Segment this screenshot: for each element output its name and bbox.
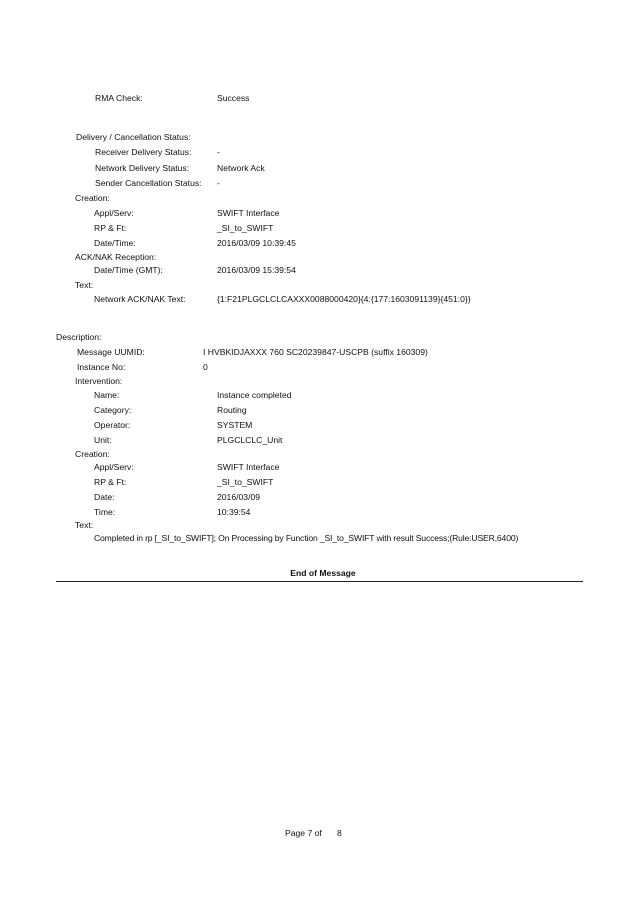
date-time-value-1: 2016/03/09 10:39:45 — [217, 238, 296, 248]
text-heading-1: Text: — [75, 280, 94, 290]
text-heading-2: Text: — [75, 520, 94, 530]
sender-cancellation-value: - — [217, 178, 220, 188]
appl-serv-label-2: Appl/Serv: — [94, 462, 134, 472]
receiver-delivery-value: - — [217, 147, 220, 157]
page-total: 8 — [337, 828, 342, 838]
completion-text: Completed in rp [_SI_to_SWIFT]; On Processing by Function _SI_to_SWIFT with result Success;(Rule:USER,6400) — [94, 533, 519, 543]
page-number-label: Page 7 of — [285, 828, 322, 838]
creation-heading-2: Creation: — [75, 449, 110, 459]
acknak-heading: ACK/NAK Reception: — [75, 252, 157, 262]
receiver-delivery-label: Receiver Delivery Status: — [95, 147, 192, 157]
instance-no-value: 0 — [203, 362, 208, 372]
appl-serv-value-2: SWIFT Interface — [217, 462, 280, 472]
operator-label: Operator: — [94, 420, 131, 430]
intervention-name-label: Name: — [94, 390, 120, 400]
description-heading: Description: — [56, 332, 102, 342]
sender-cancellation-label: Sender Cancellation Status: — [95, 178, 202, 188]
time-value-2: 10:39:54 — [217, 507, 251, 517]
date-value-2: 2016/03/09 — [217, 492, 261, 502]
message-uumid-label: Message UUMID: — [77, 347, 145, 357]
unit-value: PLGCLCLC_Unit — [217, 435, 283, 445]
rp-ft-value-1: _SI_to_SWIFT — [217, 223, 274, 233]
rp-ft-label-2: RP & Ft: — [94, 477, 127, 487]
rma-check-label: RMA Check: — [95, 93, 143, 103]
unit-label: Unit: — [94, 435, 112, 445]
rp-ft-value-2: _SI_to_SWIFT — [217, 477, 274, 487]
category-value: Routing — [217, 405, 247, 415]
date-time-gmt-value: 2016/03/09 15:39:54 — [217, 265, 296, 275]
intervention-heading: Intervention: — [75, 376, 123, 386]
message-uumid-value: I HVBKIDJAXXX 760 SC20239847-USCPB (suffix 160309) — [203, 347, 428, 357]
network-delivery-label: Network Delivery Status: — [95, 163, 190, 173]
end-divider — [56, 581, 583, 582]
intervention-name-value: Instance completed — [217, 390, 292, 400]
time-label-2: Time: — [94, 507, 116, 517]
instance-no-label: Instance No: — [77, 362, 126, 372]
date-time-gmt-label: Date/Time (GMT): — [94, 265, 163, 275]
category-label: Category: — [94, 405, 132, 415]
rma-check-value: Success — [217, 93, 250, 103]
network-ack-text-value: {1:F21PLGCLCLCAXXX0088000420}{4:{177:1603091139}{451:0}} — [217, 294, 471, 304]
appl-serv-value-1: SWIFT Interface — [217, 208, 280, 218]
operator-value: SYSTEM — [217, 420, 253, 430]
end-of-message: End of Message — [290, 568, 356, 578]
date-time-label-1: Date/Time: — [94, 238, 136, 248]
network-delivery-value: Network Ack — [217, 163, 265, 173]
network-ack-text-label: Network ACK/NAK Text: — [94, 294, 186, 304]
date-label-2: Date: — [94, 492, 115, 502]
appl-serv-label-1: Appl/Serv: — [94, 208, 134, 218]
rp-ft-label-1: RP & Ft: — [94, 223, 127, 233]
delivery-heading: Delivery / Cancellation Status: — [76, 132, 191, 142]
creation-heading-1: Creation: — [75, 193, 110, 203]
